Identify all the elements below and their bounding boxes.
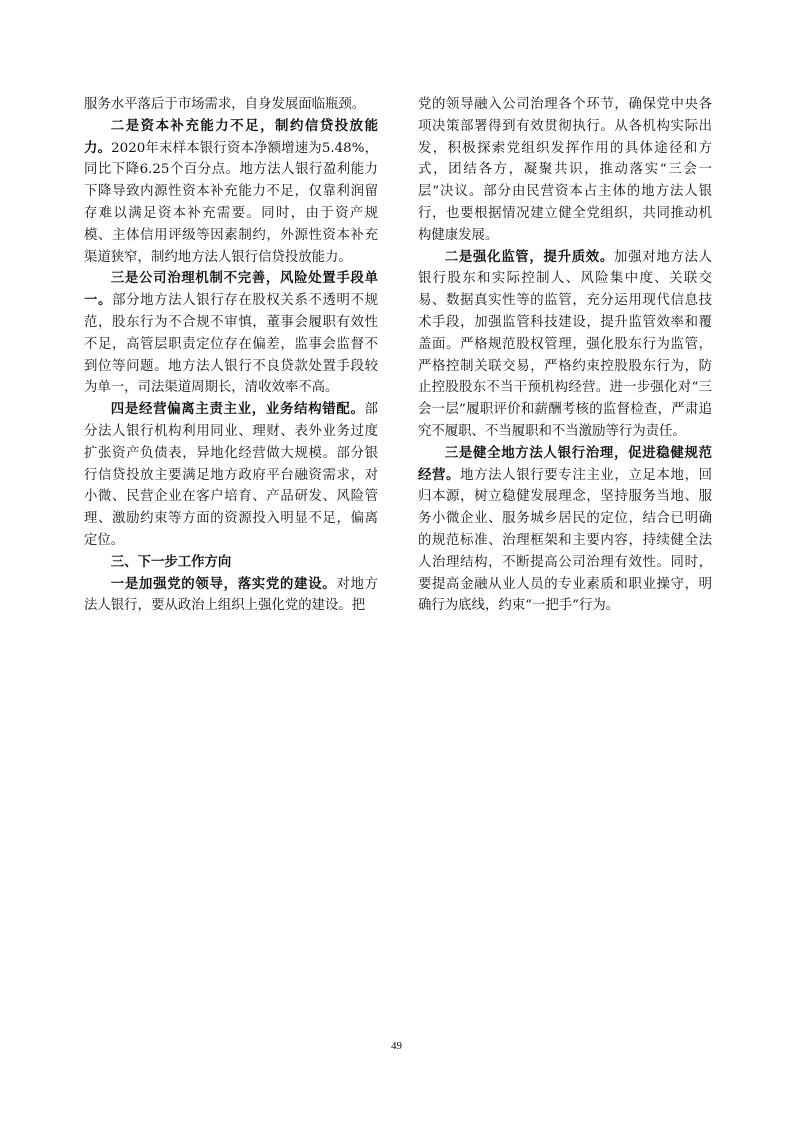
paragraph-text: 加强对地方法人银行股东和实际控制人、风险集中度、关联交易、数据真实性等的监管，充分运用现代信息技术手段，加强监管科技建设，提升监管效率和覆盖面。严格规范股权管理，强化股东行为监管，严格控制关联交易，严格约束控股股东行为，防止控股股东不当干预机构经营。进一步强化对“三会一层”履职评价和薪酬考核的监督检查，严肃追究不履职、不当履职和不当激励等行为责任。 [418, 249, 713, 439]
paragraph [418, 247, 712, 443]
paragraph-lead: 二是资本补充能力不足，制约信贷投放能力。 [84, 117, 378, 156]
paragraph-lead: 一是加强党的领导，落实党的建设。 [110, 575, 337, 592]
section-heading: 三、下一步工作方向 [110, 553, 232, 570]
paragraph-text: 部分地方法人银行存在股权关系不透明不规范，股东行为不合规不审慎，董事会履职有效性不足，高管层职责定位存在偏差，监事会监督不到位等问题。地方法人银行不良贷款处置手段较为单一，司法渠道周期长，清收效率不高。 [84, 293, 379, 396]
paragraph: 党的领导融入公司治理各个环节，确保党中央各项决策部署得到有效贯彻执行。从各机构实际出发，积极探索党组织发挥作用的具体途径和方式，团结各方，凝聚共识，推动落实“三会一层”决议。部分由民营资本占主体的地方法人银行，也要根据情况建立健全党组织，共同推动机构健康发展。 [418, 97, 712, 243]
paragraph-lead: 三是公司治理机制不完善，风险处置手段单一。 [84, 270, 378, 309]
left-column [84, 94, 378, 617]
paragraph-lead: 三是健全地方法人银行治理，促进稳健规范经营。 [418, 444, 712, 483]
paragraph [418, 443, 712, 617]
paragraph [84, 268, 378, 399]
paragraph-text: 地方法人银行要专注主业，立足本地，回归本源，树立稳健发展理念，坚持服务当地、服务小微企业、服务城乡居民的定位，结合已明确的规范标准、治理框架和主要内容，持续健全法人治理结构，不断提高公司治理有效性。同时，要提高金融从业人员的专业素质和职业操守，明确行为底线，约束“一把手”行为。 [418, 467, 713, 614]
page-number: 49 [391, 1040, 402, 1052]
paragraph [84, 574, 378, 618]
paragraph-lead: 四是经营偏离主责主业，业务结构错配。 [110, 401, 365, 418]
paragraph [84, 399, 378, 552]
right-column [418, 94, 712, 617]
paragraph-text: 2020年末样本银行资本净额增速为5.48%，同比下降6.25个百分点。地方法人银行盈利能力下降导致内源性资本补充能力不足，仅靠利润留存难以满足资本补充需要。同时，由于资产规模、主体信用评级等因素制约，外源性资本补充渠道狭窄，制约地方法人银行信贷投放能力。 [84, 140, 378, 265]
paragraph-text: 对地方法人银行，要从政治上组织上强化党的建设。把 [84, 576, 379, 614]
paragraph: 服务水平落后于市场需求，自身发展面临瓶颈。 [84, 97, 366, 112]
paragraph-lead: 二是强化监管，提升质效。 [444, 248, 615, 265]
paragraph-text: 部分法人银行机构利用同业、理财、表外业务过度扩张资产负债表，异地化经营做大规模。部分银行信贷投放主要满足地方政府平台融资需求，对小微、民营企业在客户培育、产品研发、风险管理、激励约束等方面的资源投入明显不足，偏离定位。 [84, 402, 378, 548]
paragraph [84, 116, 378, 269]
